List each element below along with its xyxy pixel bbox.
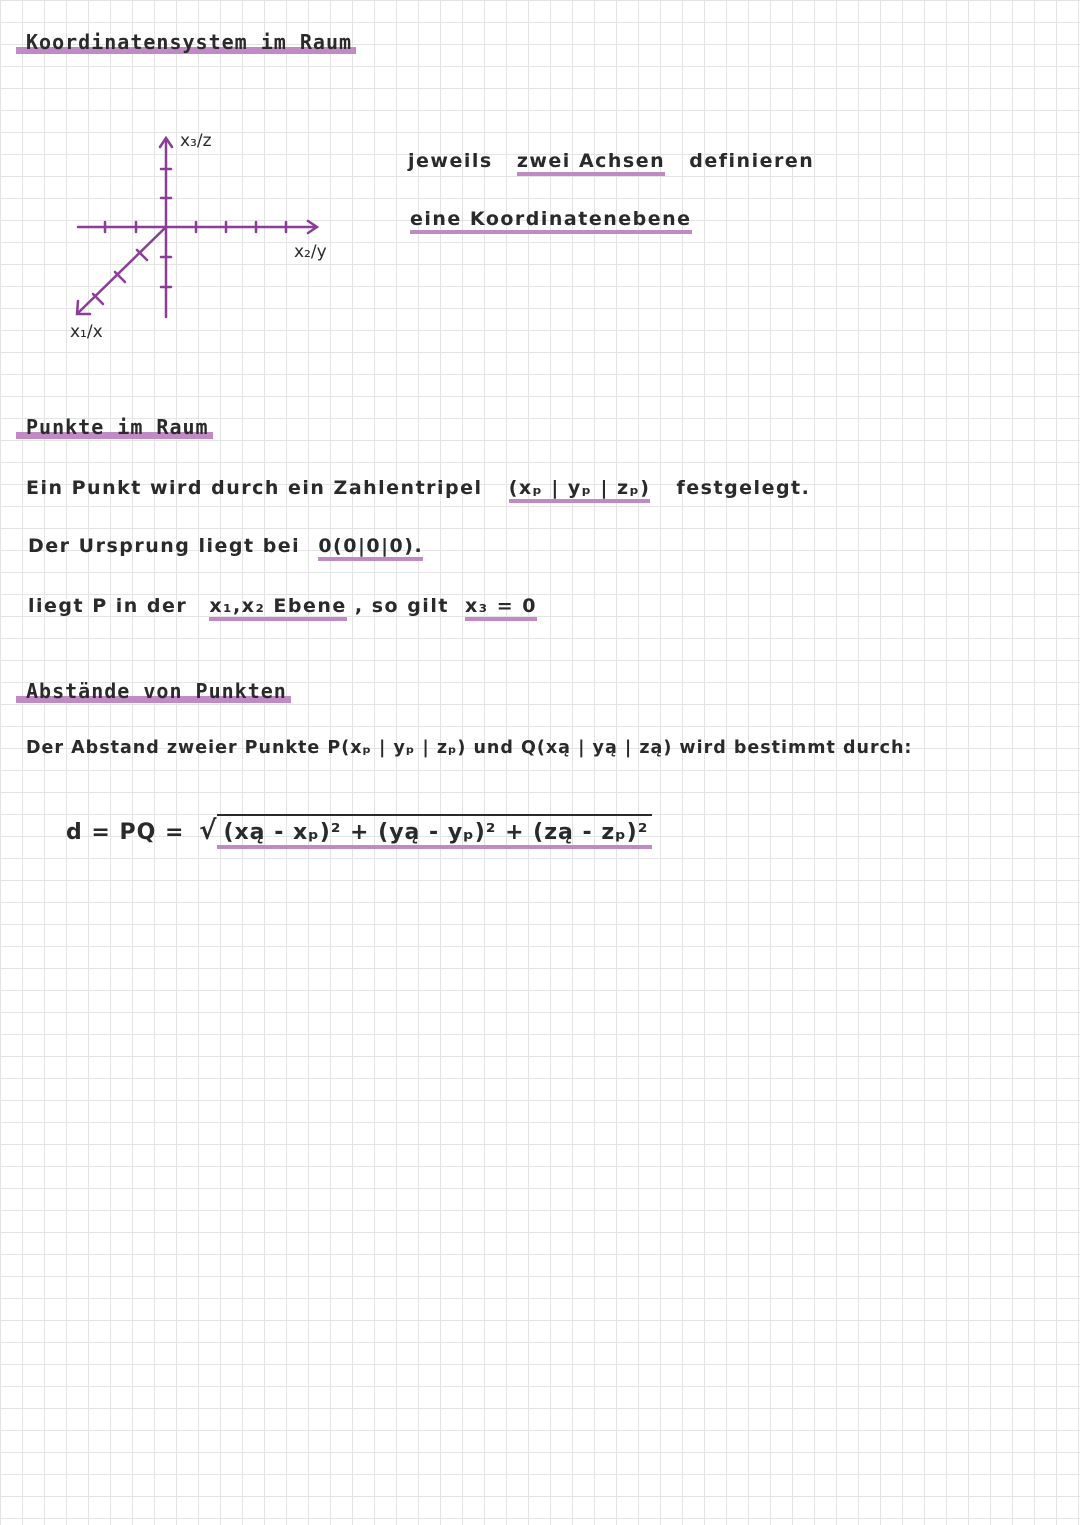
formula-lhs: d = PQ =	[66, 820, 185, 845]
punkte-line-3: liegt P in der x₁,x₂ Ebene , so gilt x₃ = 0	[28, 595, 537, 617]
heading-abstaende: Abstände von Punkten	[16, 679, 291, 703]
axis-x1	[78, 227, 166, 313]
axis-label-x1: x₁/x	[70, 322, 103, 342]
formula-rhs: (xą - xₚ)² + (yą - yₚ)² + (zą - zₚ)²	[217, 814, 652, 849]
sqrt-symbol: √	[199, 816, 218, 846]
abstand-description: Der Abstand zweier Punkte P(xₚ | yₚ | zₚ) und Q(xą | yą | zą) wird bestimmt durch:	[26, 738, 913, 758]
axis-label-x2: x₂/y	[294, 242, 327, 262]
heading-koordinatensystem: Koordinatensystem im Raum	[16, 30, 356, 54]
punkte-line-1: Ein Punkt wird durch ein Zahlentripel (xₚ | yₚ | zₚ) festgelegt.	[26, 477, 810, 499]
note-line-1: jeweils zwei Achsen definieren	[408, 150, 814, 172]
axis-label-x3: x₃/z	[180, 131, 212, 151]
note-line-2: eine Koordinatenebene	[410, 208, 692, 230]
punkte-line-2: Der Ursprung liegt bei 0(0|0|0).	[28, 535, 423, 557]
distance-formula	[66, 816, 652, 846]
heading-punkte-im-raum: Punkte im Raum	[16, 415, 213, 439]
coordinate-system-diagram	[60, 125, 360, 355]
